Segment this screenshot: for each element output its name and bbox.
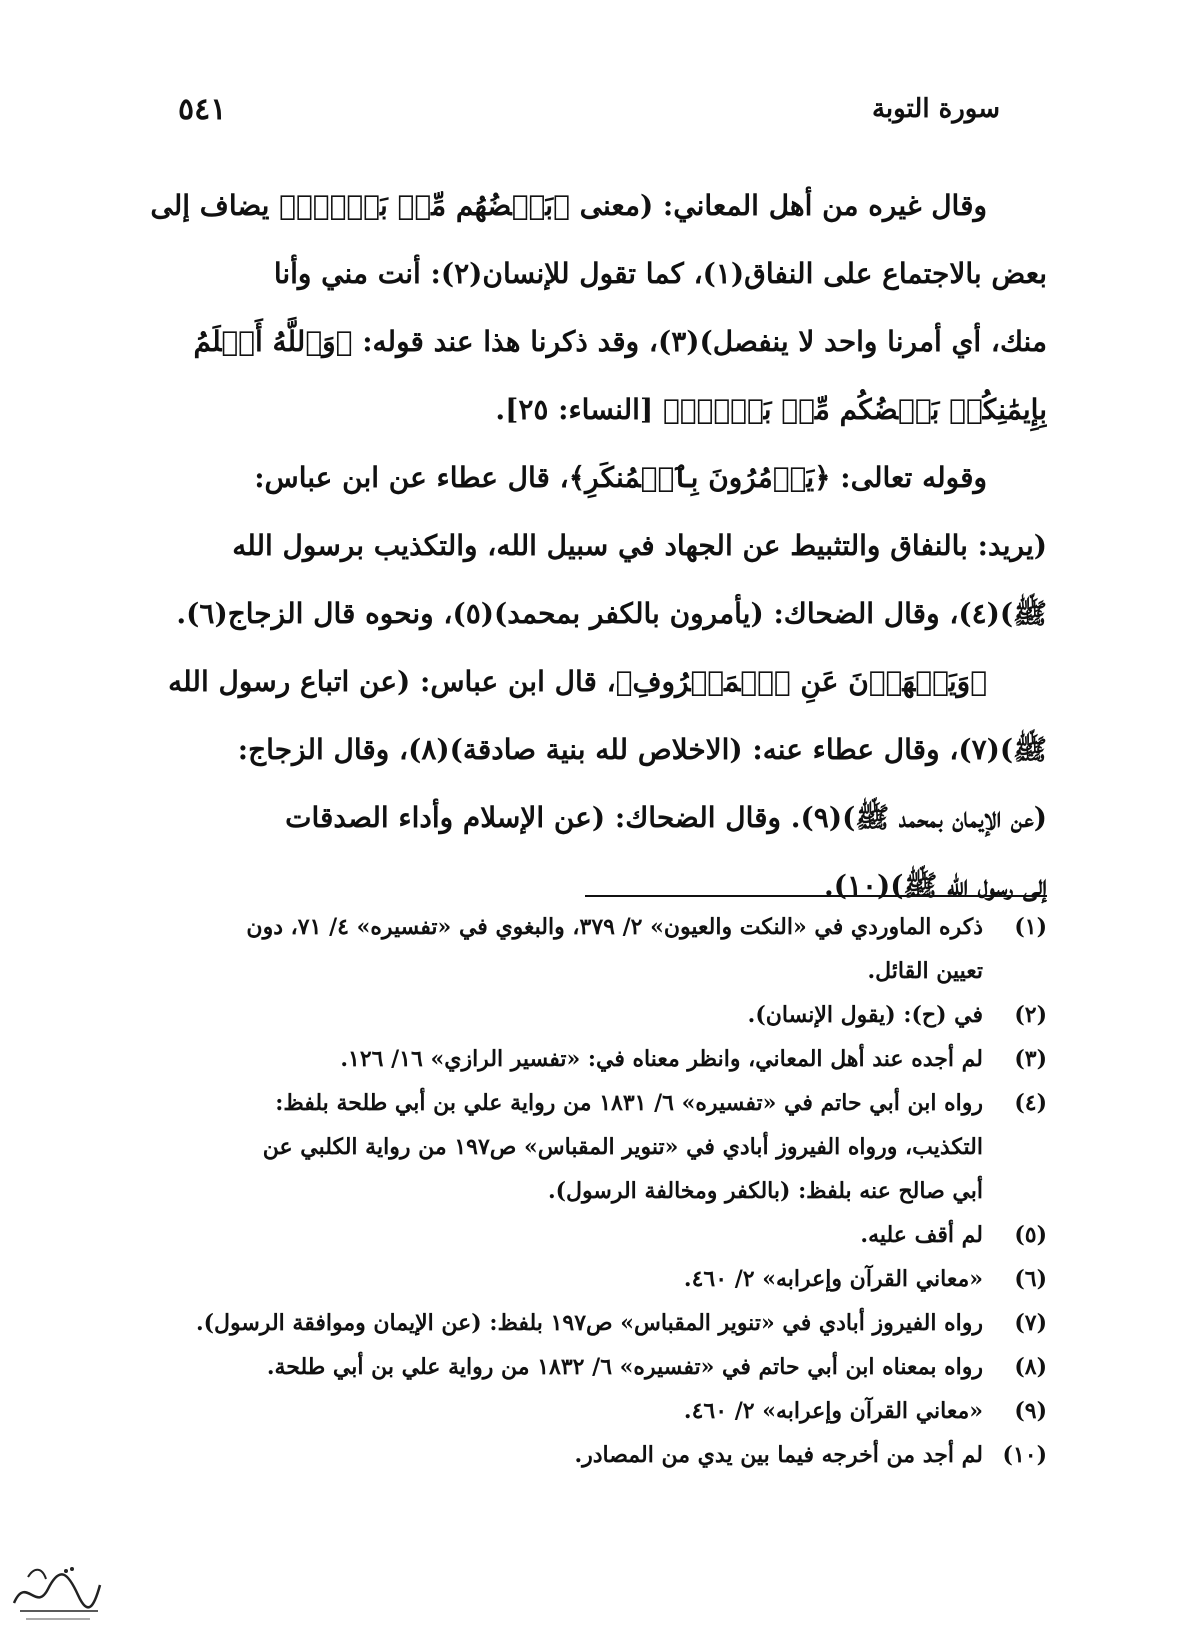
footnote-line: «معاني القرآن وإعرابه» ٢/ ٤٦٠. xyxy=(683,1266,983,1292)
footnote-line: لم أجده عند أهل المعاني، وانظر معناه في: «تفسير الرازي» ١٦/ ١٢٦. xyxy=(340,1046,983,1072)
body-line: وقوله تعالى: ﴿يَأۡمُرُونَ بِٱلۡمُنكَرِ﴾، قال عطاء عن ابن عباس: xyxy=(254,461,987,494)
surah-title: سورة التوبة xyxy=(871,94,1000,124)
footnote-divider xyxy=(585,895,1047,897)
footnote-line: في (ح): (يقول الإنسان). xyxy=(747,1002,983,1028)
footnote-line: التكذيب، ورواه الفيروز أبادي في «تنوير المقباس» ص١٩٧ من رواية الكلبي عن xyxy=(262,1134,983,1160)
footnote-line: لم أقف عليه. xyxy=(860,1222,983,1248)
footnotes xyxy=(112,905,1047,1477)
footnote-line: «معاني القرآن وإعرابه» ٢/ ٤٦٠. xyxy=(683,1398,983,1424)
footnote-line: رواه ابن أبي حاتم في «تفسيره» ٦/ ١٨٣١ من رواية علي بن أبي طلحة بلفظ: xyxy=(275,1090,983,1116)
body-line: ﷺ)(٧)، وقال عطاء عنه: (الاخلاص لله بنية صادقة)(٨)، وقال الزجاج: xyxy=(237,733,1047,766)
body-line: وقال غيره من أهل المعاني: (معنى ﴿بَعۡضُهُم مِّنۢ بَعۡضٖۚ﴾ يضاف إلى xyxy=(150,189,987,222)
footnote-line: رواه الفيروز أبادي في «تنوير المقباس» ص١٩٧ بلفظ: (عن الإيمان وموافقة الرسول). xyxy=(195,1310,983,1336)
footnote xyxy=(112,1301,1047,1345)
body-line: بِإِيمَٰنِكُمۚ بَعۡضُكُم مِّنۢ بَعۡضٖۚ﴾ [النساء: ٢٥]. xyxy=(495,393,1047,426)
footnote-number: (١) xyxy=(1014,914,1047,940)
body-line: ﷺ)(٤)، وقال الضحاك: (يأمرون بالكفر بمحمد)(٥)، ونحوه قال الزجاج(٦). xyxy=(176,597,1047,630)
footnote-line: أبي صالح عنه بلفظ: (بالكفر ومخالفة الرسول). xyxy=(547,1178,983,1204)
footnote xyxy=(112,1081,1047,1213)
footnote-line: رواه بمعناه ابن أبي حاتم في «تفسيره» ٦/ ١٨٣٢ من رواية علي بن أبي طلحة. xyxy=(266,1354,983,1380)
body-line: بعض بالاجتماع على النفاق(١)، كما تقول للإنسان(٢): أنت مني وأنا xyxy=(273,257,1047,290)
footnote-line: لم أجد من أخرجه فيما بين يدي من المصادر. xyxy=(574,1442,983,1468)
footnote xyxy=(112,1213,1047,1257)
watermark-logo xyxy=(6,1555,106,1625)
footnote-line: ذكره الماوردي في «النكت والعيون» ٢/ ٣٧٩، والبغوي في «تفسيره» ٤/ ٧١، دون xyxy=(246,914,983,940)
body-line: (عن الإيمان بمحمد ﷺ)(٩). وقال الضحاك: (عن الإسلام وأداء الصدقات xyxy=(285,801,1047,834)
footnote xyxy=(112,1257,1047,1301)
footnote-number: (٩) xyxy=(1014,1398,1047,1424)
footnote xyxy=(112,993,1047,1037)
footnote xyxy=(112,1037,1047,1081)
main-text xyxy=(112,172,1047,920)
page-number: ٥٤١ xyxy=(178,92,227,127)
footnote-number: (٣) xyxy=(1014,1046,1047,1072)
body-line: ﴿وَيَنۡهَوۡنَ عَنِ ٱلۡمَعۡرُوفِ﴾، قال ابن عباس: (عن اتباع رسول الله xyxy=(168,665,987,698)
footnote-number: (٥) xyxy=(1014,1222,1047,1248)
footnote-number: (٦) xyxy=(1014,1266,1047,1292)
footnote-number: (٤) xyxy=(1014,1090,1047,1116)
footnote xyxy=(112,1345,1047,1389)
body-line: منك، أي أمرنا واحد لا ينفصل)(٣)، وقد ذكرنا هذا عند قوله: ﴿وَٱللَّهُ أَعۡلَمُ xyxy=(193,325,1047,358)
footnote xyxy=(112,1389,1047,1433)
footnote-number: (٨) xyxy=(1014,1354,1047,1380)
footnote-number: (١٠) xyxy=(1002,1442,1047,1468)
body-line: (يريد: بالنفاق والتثبيط عن الجهاد في سبيل الله، والتكذيب برسول الله xyxy=(232,529,1047,562)
footnote xyxy=(112,1433,1047,1477)
footnote-number: (٧) xyxy=(1014,1310,1047,1336)
body-line: إلى رسول الله ﷺ)(١٠). xyxy=(823,869,1047,902)
footnote-line: تعيين القائل. xyxy=(867,958,983,984)
footnote xyxy=(112,905,1047,993)
footnote-number: (٢) xyxy=(1014,1002,1047,1028)
